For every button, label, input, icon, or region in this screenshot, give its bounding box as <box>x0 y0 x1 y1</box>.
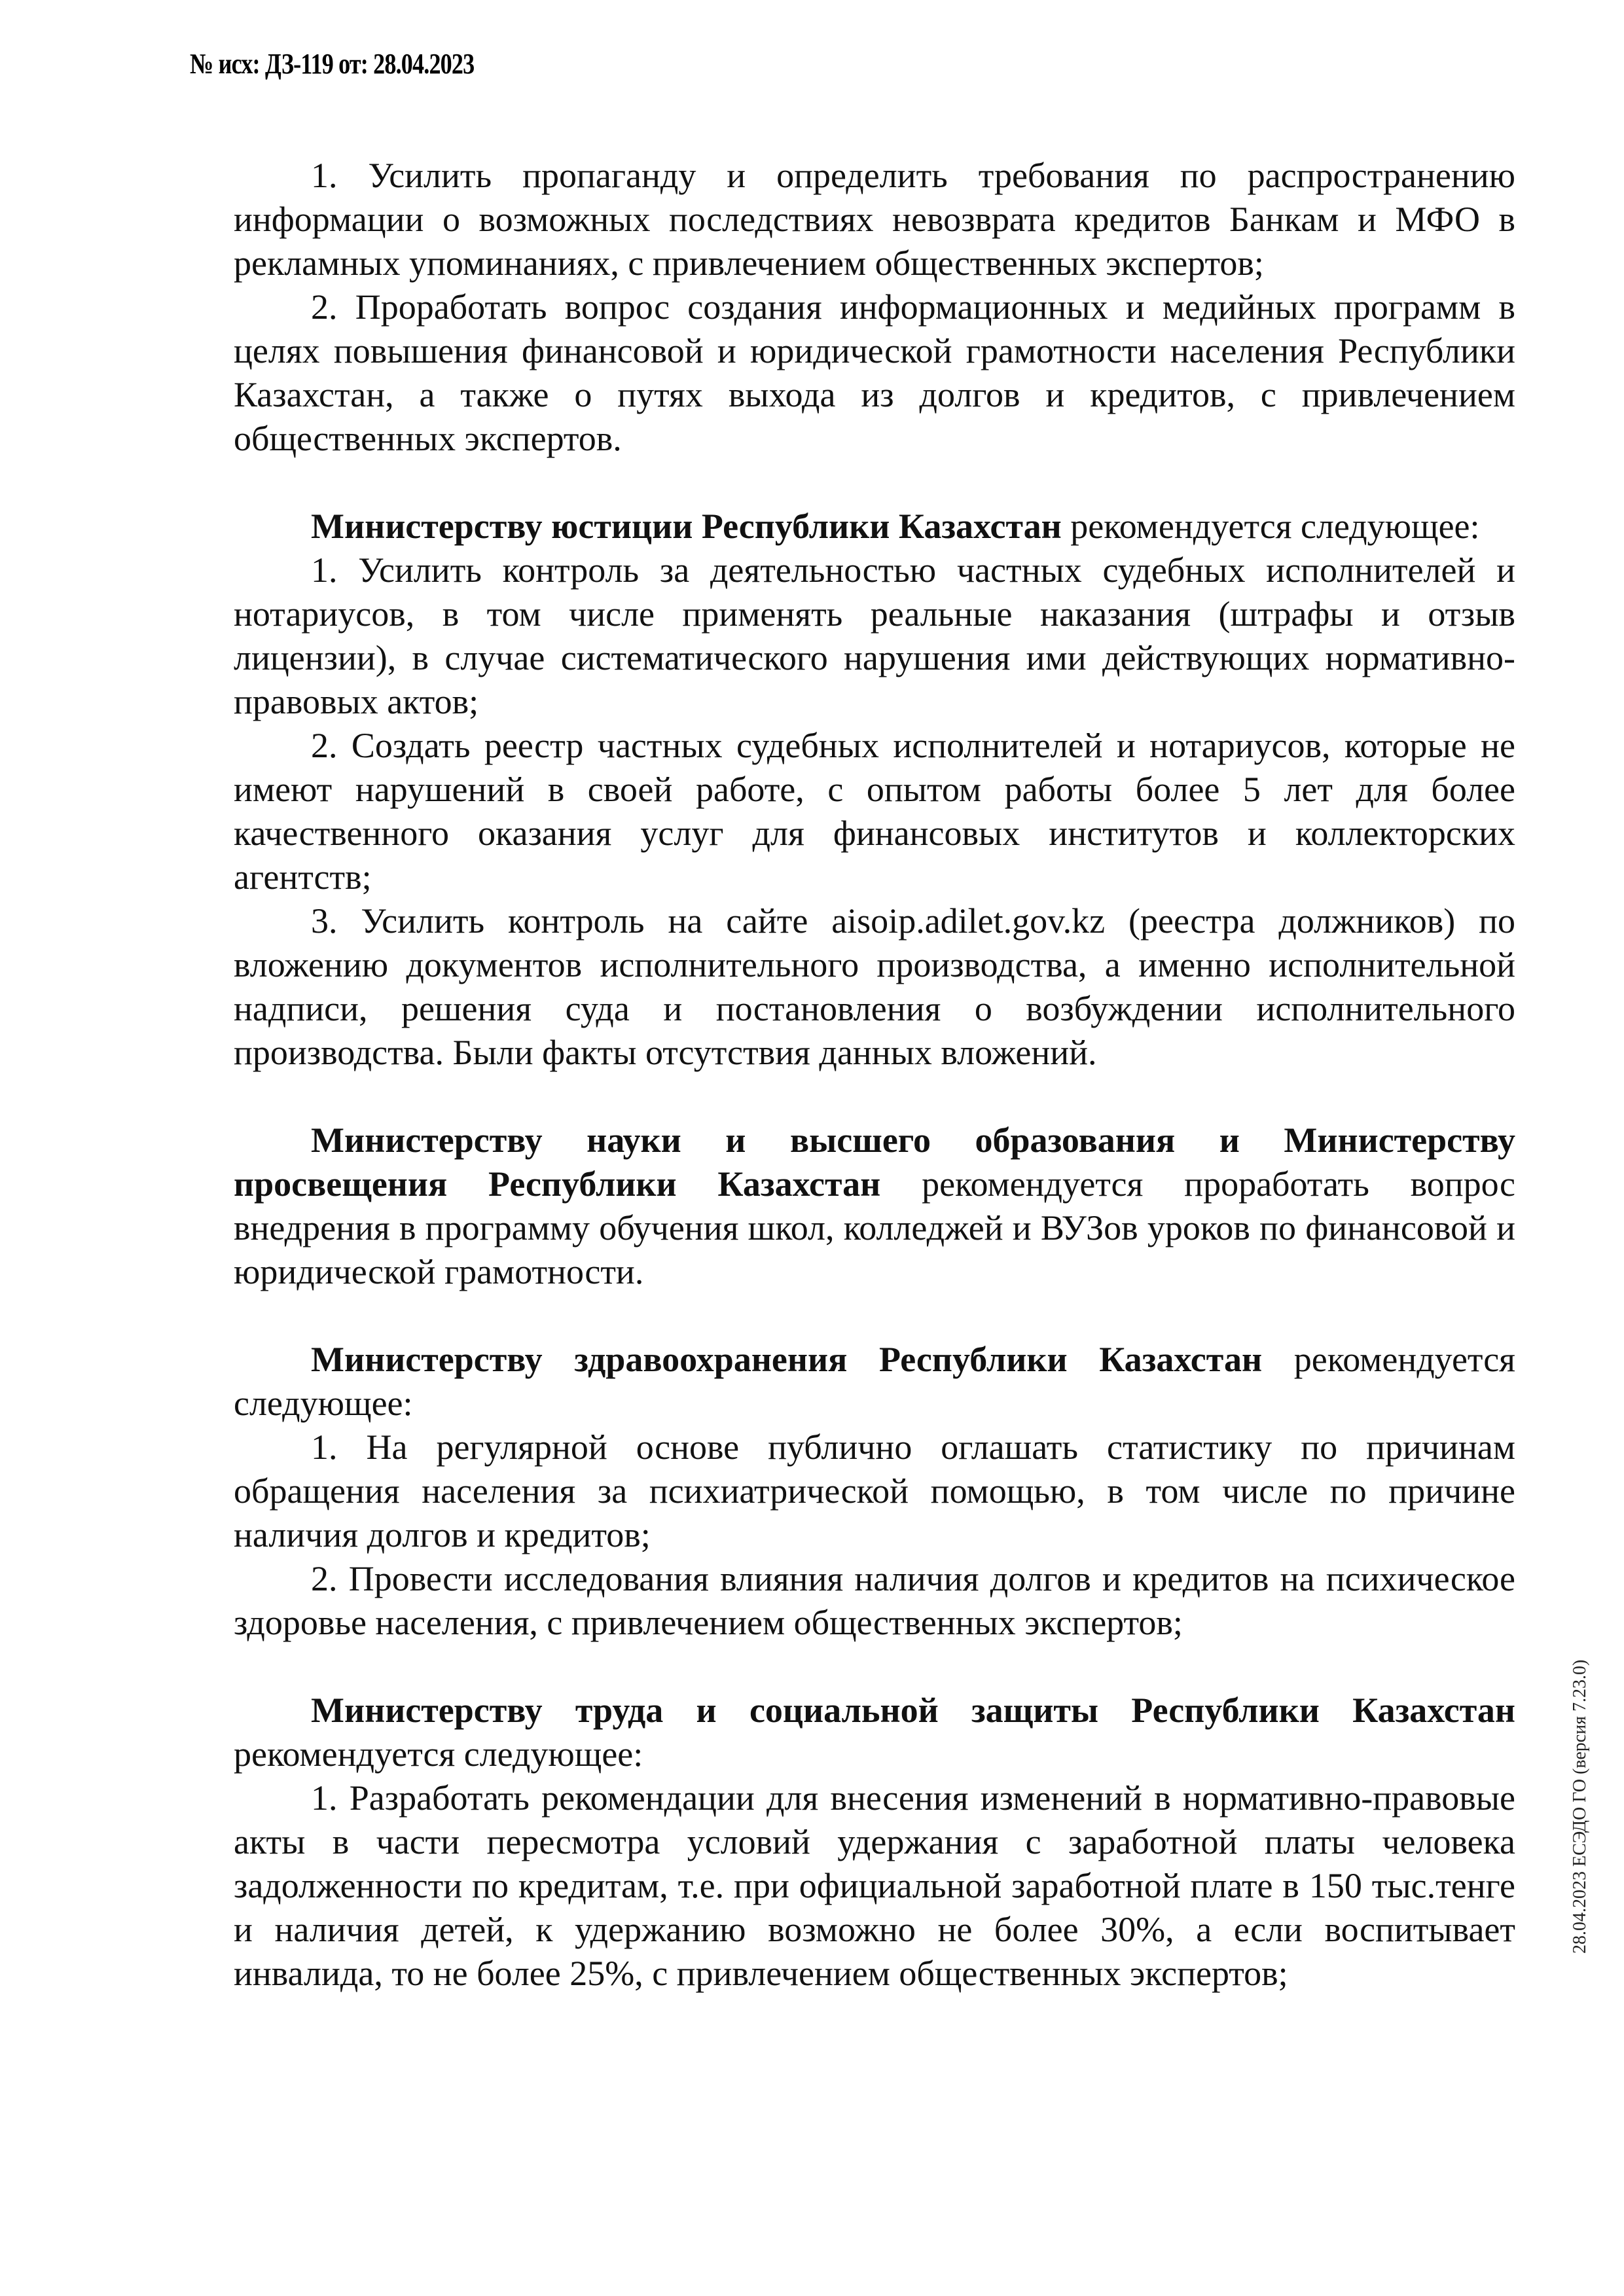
heading-ministry-science-education <box>234 1119 1515 1294</box>
paragraph-justice-1: 1. Усилить контроль за деятельностью частных судебных исполнителей и нотариусов, в том числе применять реальные наказания (штрафы и отзыв лицензии), в случае систематического нарушения ими действующих нормативно-правовых актов; <box>234 550 1515 721</box>
document-body <box>234 154 1515 1996</box>
heading-ministry-justice-rest: рекомендуется следующее: <box>1061 507 1480 546</box>
heading-ministry-health-bold: Министерству здравоохранения Республики Казахстан <box>311 1340 1263 1379</box>
heading-ministry-justice <box>234 505 1515 548</box>
heading-ministry-justice-bold: Министерству юстиции Республики Казахстан <box>311 507 1062 546</box>
paragraph-propaganda: 1. Усилить пропаганду и определить требования по распространению информации о возможных последствиях невозврата кредитов Банкам и МФО в рекламных упоминаниях, с привлечением общественных экспертов; <box>234 156 1515 283</box>
paragraph-health-1: 1. На регулярной основе публично оглашать статистику по причинам обращения населения за психиатрической помощью, в том числе по причине наличия долгов и кредитов; <box>234 1427 1515 1554</box>
heading-ministry-labor-bold: Министерству труда и социальной защиты Республики Казахстан <box>311 1691 1515 1730</box>
paragraph-health-2: 2. Провести исследования влияния наличия долгов и кредитов на психическое здоровье населения, с привлечением общественных экспертов; <box>234 1559 1515 1642</box>
heading-ministry-science-education-bold: Министерству науки и высшего образования и Министерству просвещения Республики Казахстан <box>234 1121 1515 1204</box>
edms-side-stamp: 28.04.2023 ЕСЭДО ГО (версия 7.23.0) <box>1570 1659 1590 1954</box>
paragraph-justice-2: 2. Создать реестр частных судебных исполнителей и нотариусов, которые не имеют нарушений в своей работе, с опытом работы более 5 лет для более качественного оказания услуг для финансовых институтов и коллекторских агентств; <box>234 726 1515 897</box>
heading-ministry-labor <box>234 1689 1515 1776</box>
heading-ministry-labor-rest: рекомендуется следующее: <box>234 1734 643 1774</box>
heading-ministry-health-rest: рекомендуется следующее: <box>234 1340 1515 1423</box>
paragraph-justice-3: 3. Усилить контроль на сайте aisoip.adilet.gov.kz (реестра должников) по вложению документов исполнительного производства, а именно исполнительной надписи, решения суда и постановления о возбуждении исполнительного производства. Были факты отсутствия данных вложений. <box>234 901 1515 1072</box>
heading-ministry-health <box>234 1338 1515 1426</box>
heading-ministry-science-education-rest: рекомендуется проработать вопрос внедрения в программу обучения школ, колледжей и ВУЗов уроков по финансовой и юридической грамотности. <box>234 1164 1515 1291</box>
paragraph-labor-1: 1. Разработать рекомендации для внесения изменений в нормативно-правовые акты в части пересмотра условий удержания с заработной платы человека задолженности по кредитам, т.е. при официальной заработной плате в 150 тыс.тенге и наличия детей, к удержанию возможно не более 30%, а если воспитывает инвалида, то не более 25%, с привлечением общественных экспертов; <box>234 1778 1515 1993</box>
outgoing-reference-number: № исх: ДЗ-119 от: 28.04.2023 <box>190 48 475 80</box>
paragraph-media-programs: 2. Проработать вопрос создания информационных и медийных программ в целях повышения финансовой и юридической грамотности населения Республики Казахстан, а также о путях выхода из долгов и кредитов, с привлечением общественных экспертов. <box>234 287 1515 458</box>
